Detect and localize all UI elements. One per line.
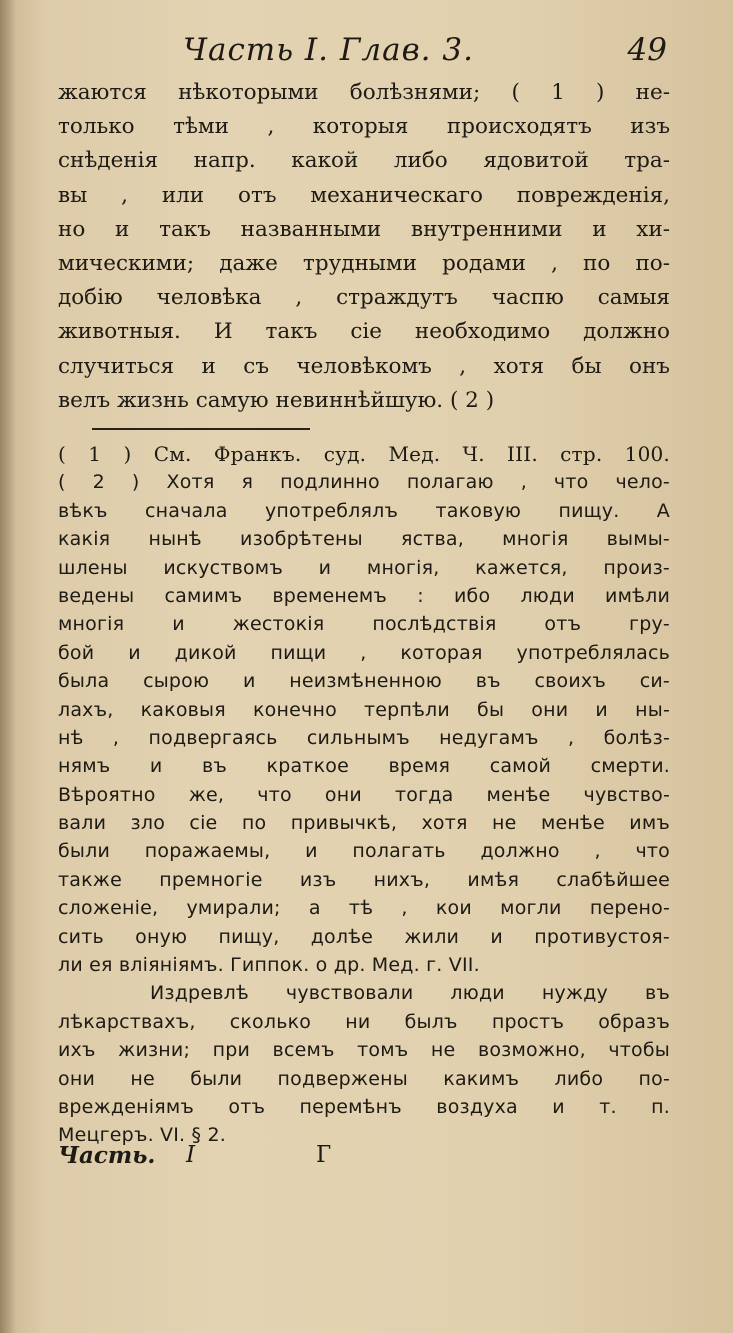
footnote-line: Вѣроятно же, что они тогда менѣе чувство- bbox=[58, 783, 670, 806]
footnote-line: ( 2 ) Хотя я подлинно полагаю , что чело- bbox=[58, 471, 670, 494]
footnote-line: многія и жестокія послѣдствія отъ гру- bbox=[58, 613, 670, 636]
text-line: животныя. И такъ сіе необходимо должно bbox=[58, 319, 670, 345]
footnote-line: была сырою и неизмѣненною въ своихъ си- bbox=[58, 670, 670, 693]
footnote-line: были поражаемы, и полагать должно , что bbox=[58, 840, 670, 863]
footnote-line: сить оную пищу, долѣе жили и противустоя- bbox=[58, 925, 670, 948]
page-footer bbox=[58, 1140, 458, 1180]
footnote-line: бой и дикой пищи , которая употреблялась bbox=[58, 641, 670, 664]
footnote-line: лахъ, каковыя конечно терпѣли бы они и ны- bbox=[58, 698, 670, 721]
footnote-line: лѣкарствахъ, сколько ни былъ простъ образъ bbox=[58, 1010, 670, 1033]
spine-shadow bbox=[0, 0, 16, 1333]
footnote-line: врежденіямъ отъ перемѣнъ воздуха и т. п. bbox=[58, 1095, 670, 1118]
text-line: только тѣми , которыя происходятъ изъ bbox=[58, 114, 670, 140]
footnote-line: Мецгеръ. VI. § 2. bbox=[58, 1124, 226, 1147]
main-text bbox=[58, 76, 670, 418]
text-line: жаются нѣкоторыми болѣзнями; ( 1 ) не- bbox=[58, 80, 670, 105]
footnote-divider bbox=[92, 428, 310, 430]
text-line: но и такъ названными внутренними и хи- bbox=[58, 216, 670, 242]
text-line: вы , или отъ механическаго поврежденія, bbox=[58, 182, 670, 208]
text-line: добію человѣка , страждутъ часпю самыя bbox=[58, 285, 670, 311]
signature-title: Часть. bbox=[58, 1142, 156, 1169]
footnote-line: они не были подвержены какимъ либо по- bbox=[58, 1067, 670, 1090]
running-head: Часть I. Глав. 3. bbox=[183, 32, 474, 68]
text-line: велъ жизнь самую невиннѣйшую. ( 2 ) bbox=[58, 387, 495, 413]
footnote-line: вали зло сіе по привычкѣ, хотя не менѣе имъ bbox=[58, 812, 670, 835]
footnote-line: нямъ и въ краткое время самой смерти. bbox=[58, 755, 670, 778]
footnote-line: ( 1 ) См. Франкъ. суд. Мед. Ч. III. стр. 100. bbox=[58, 442, 670, 466]
text-line: снѣденія напр. какой либо ядовитой тра- bbox=[58, 148, 670, 174]
text-line: мическими; даже трудными родами , по по- bbox=[58, 250, 670, 276]
page-header bbox=[55, 30, 675, 74]
page-number: 49 bbox=[627, 32, 667, 68]
footnote-line: сложеніе, умирали; а тѣ , кои могли перено- bbox=[58, 897, 670, 920]
footnote-line: шлены искуствомъ и многія, кажется, произ- bbox=[58, 556, 670, 579]
footnote-line: также премногіе изъ нихъ, имѣя слабѣйшее bbox=[58, 868, 670, 891]
signature-mark: Г bbox=[316, 1142, 332, 1168]
footnotes bbox=[58, 440, 670, 1150]
signature-part: I bbox=[186, 1142, 196, 1168]
footnote-line: ихъ жизни; при всемъ томъ не возможно, чтобы bbox=[58, 1039, 670, 1062]
footnote-line: нѣ , подвергаясь сильнымъ недугамъ , болѣз- bbox=[58, 726, 670, 749]
footnote-line: вѣкъ сначала употреблялъ таковую пищу. А bbox=[58, 499, 670, 522]
text-line: случиться и съ человѣкомъ , хотя бы онъ bbox=[58, 353, 670, 379]
footnote-line: Издревлѣ чувствовали люди нужду въ bbox=[150, 982, 670, 1005]
footnote-line: какія нынѣ изобрѣтены яства, многія вымы- bbox=[58, 528, 670, 551]
footnote-line: ведены самимъ временемъ : ибо люди имѣли bbox=[58, 584, 670, 607]
footnote-line: ли ея вліяніямъ. Гиппок. о др. Мед. г. VII. bbox=[58, 954, 480, 977]
